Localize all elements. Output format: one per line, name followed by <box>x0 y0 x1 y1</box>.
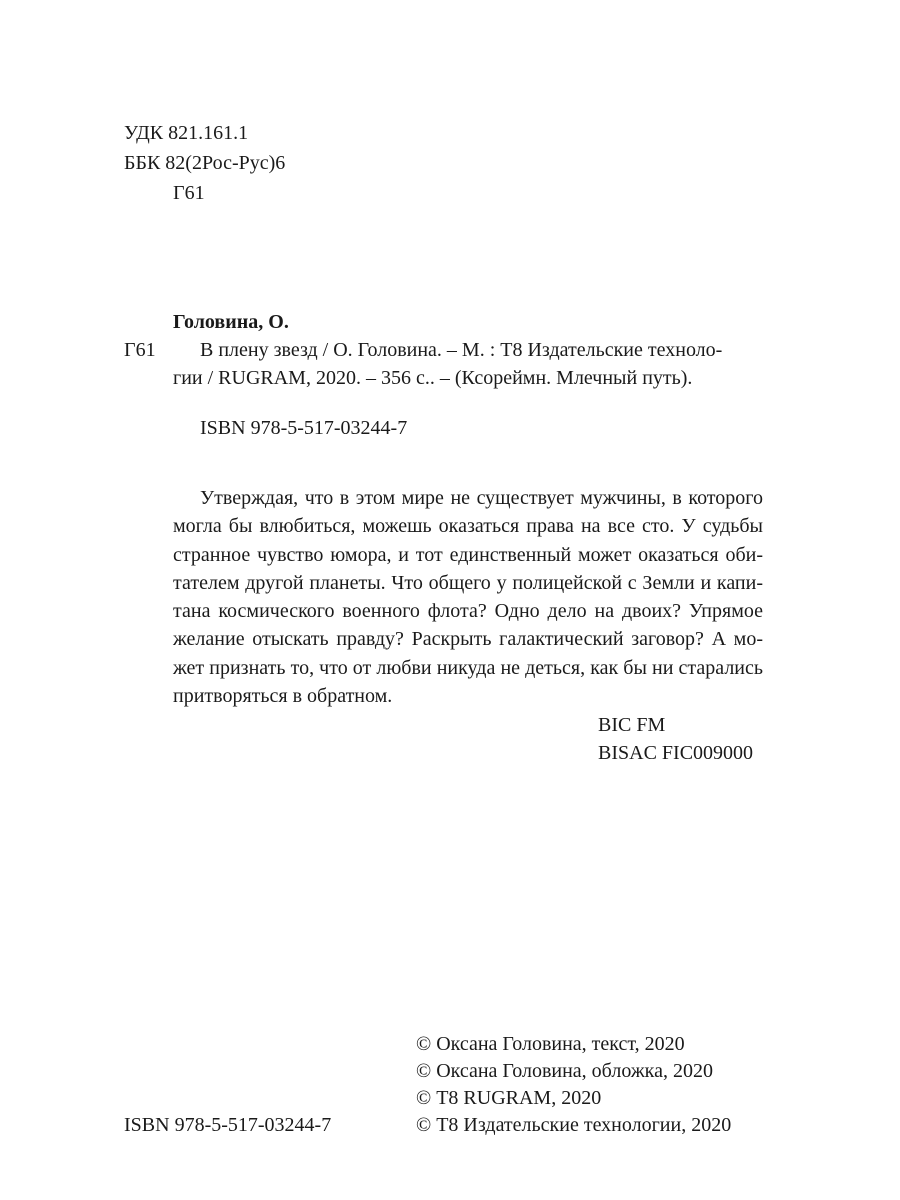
bisac-code: BISAC FIC009000 <box>598 742 754 764</box>
annotation-line: могла бы влюбиться, можешь оказаться права на все сто. У судьбы <box>173 515 763 538</box>
author-name: Головина, О. <box>173 311 289 333</box>
copyright-line: © Оксана Головина, обложка, 2020 <box>416 1060 713 1082</box>
isbn-bibliographic: ISBN 978-5-517-03244-7 <box>200 417 408 439</box>
annotation-line: желание отыскать правду? Раскрыть галактический заговор? А мо- <box>173 628 763 651</box>
author-mark: Г61 <box>173 182 205 204</box>
copyright-block <box>416 1031 731 1139</box>
bibliographic-description-line-2: гии / RUGRAM, 2020. – 356 с.. – (Ксореймн. Млечный путь). <box>173 367 693 389</box>
isbn-footer: ISBN 978-5-517-03244-7 <box>124 1114 332 1136</box>
annotation-line: притворяться в обратном. <box>173 685 393 708</box>
annotation-line: жет признать то, что от любви никуда не деться, как бы ни старались <box>173 656 763 679</box>
author-mark-bibliographic: Г61 <box>124 339 156 361</box>
annotation-line: Утверждая, что в этом мире не существует мужчины, в которого <box>200 487 763 509</box>
copyright-line: © Оксана Головина, текст, 2020 <box>416 1033 685 1055</box>
copyright-line: © Т8 Издательские технологии, 2020 <box>416 1114 732 1136</box>
annotation-line: тана космического военного флота? Одно дело на двоих? Упрямое <box>173 600 763 623</box>
annotation-line: тателем другой планеты. Что общего у полицейской с Земли и капи- <box>173 571 763 594</box>
bic-code: BIC FM <box>598 714 666 736</box>
annotation-line: странное чувство юмора, и тот единственный может оказаться оби- <box>173 543 763 566</box>
bbk-code: ББК 82(2Рос-Рус)6 <box>124 152 286 174</box>
annotation <box>173 484 763 710</box>
udk-code: УДК 821.161.1 <box>124 122 249 144</box>
copyright-line: © Т8 RUGRAM, 2020 <box>416 1087 602 1109</box>
bibliographic-description-line-1: В плену звезд / О. Головина. – М. : Т8 Издательские техноло- <box>200 339 723 361</box>
